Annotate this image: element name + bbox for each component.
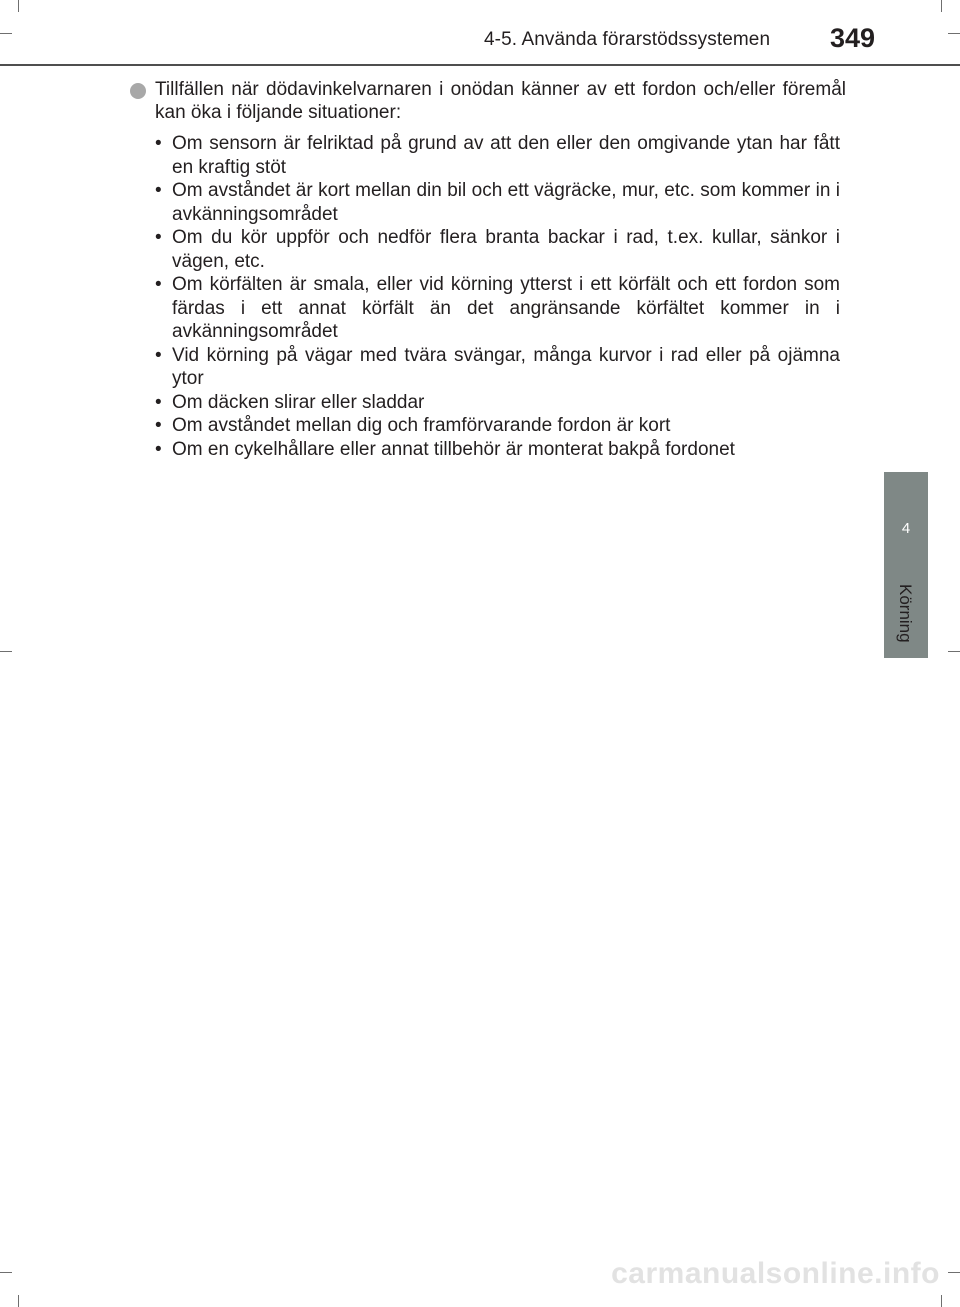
crop-mark bbox=[948, 33, 960, 34]
bullet-dot-icon: • bbox=[155, 180, 162, 201]
page-number: 349 bbox=[830, 23, 876, 53]
list-item bbox=[155, 132, 840, 179]
list-item bbox=[155, 344, 840, 391]
section-title: 4-5. Använda förarstödssystemen bbox=[484, 29, 771, 50]
header-divider bbox=[0, 64, 960, 66]
list-item-text: Om avståndet är kort mellan din bil och ett vägräcke, mur, etc. som kommer in i avkänningsområdet bbox=[172, 180, 840, 225]
crop-mark bbox=[18, 0, 19, 12]
list-item-text: Om en cykelhållare eller annat tillbehör är monterat bakpå fordonet bbox=[172, 438, 735, 460]
crop-mark bbox=[941, 0, 942, 12]
crop-mark bbox=[0, 651, 12, 652]
list-item-text: Om sensorn är felriktad på grund av att den eller den omgivande ytan har fått en kraftig stöt bbox=[172, 133, 840, 178]
bullet-dot-icon: • bbox=[155, 438, 162, 460]
list-item bbox=[155, 226, 840, 273]
chapter-number: 4 bbox=[901, 520, 911, 537]
watermark: carmanualsonline.info bbox=[611, 1257, 940, 1290]
chapter-label: Körning bbox=[896, 584, 915, 643]
lead-text: Tillfällen när dödavinkelvarnaren i onödan känner av ett fordon och/eller föremål kan öka i följande situationer: bbox=[155, 79, 846, 123]
bullet-dot-icon: • bbox=[155, 391, 162, 413]
list-item bbox=[155, 438, 840, 462]
chapter-tab bbox=[884, 472, 928, 658]
bullet-dot-icon: • bbox=[155, 415, 162, 436]
crop-mark bbox=[941, 1295, 942, 1307]
crop-mark bbox=[18, 1295, 19, 1307]
list-item-text: Om du kör uppför och nedför flera branta backar i rad, t.ex. kullar, sänkor i vägen, etc. bbox=[172, 227, 840, 272]
bullet-dot-icon: • bbox=[155, 133, 162, 154]
situation-list bbox=[155, 132, 840, 461]
bullet-dot-icon: • bbox=[155, 274, 162, 295]
list-item-text: Om däcken slirar eller sladdar bbox=[172, 391, 425, 413]
crop-mark bbox=[948, 651, 960, 652]
lead-paragraph bbox=[130, 78, 846, 124]
crop-mark bbox=[948, 1272, 960, 1273]
list-item bbox=[155, 414, 840, 438]
list-item-text: Om körfälten är smala, eller vid körning ytterst i ett körfält och ett fordon som färdas i ett annat körfält än det angränsande körfältet kommer in i avkänningsområdet bbox=[172, 274, 840, 342]
circle-bullet-icon bbox=[130, 83, 146, 99]
list-item-text: Om avståndet mellan dig och framförvarande fordon är kort bbox=[172, 415, 671, 436]
list-item bbox=[155, 273, 840, 344]
list-item bbox=[155, 391, 840, 415]
list-item-text: Vid körning på vägar med tvära svängar, många kurvor i rad eller på ojämna ytor bbox=[172, 344, 840, 389]
list-item bbox=[155, 179, 840, 226]
bullet-dot-icon: • bbox=[155, 344, 162, 366]
crop-mark bbox=[0, 33, 12, 34]
bullet-dot-icon: • bbox=[155, 227, 162, 248]
crop-mark bbox=[0, 1272, 12, 1273]
